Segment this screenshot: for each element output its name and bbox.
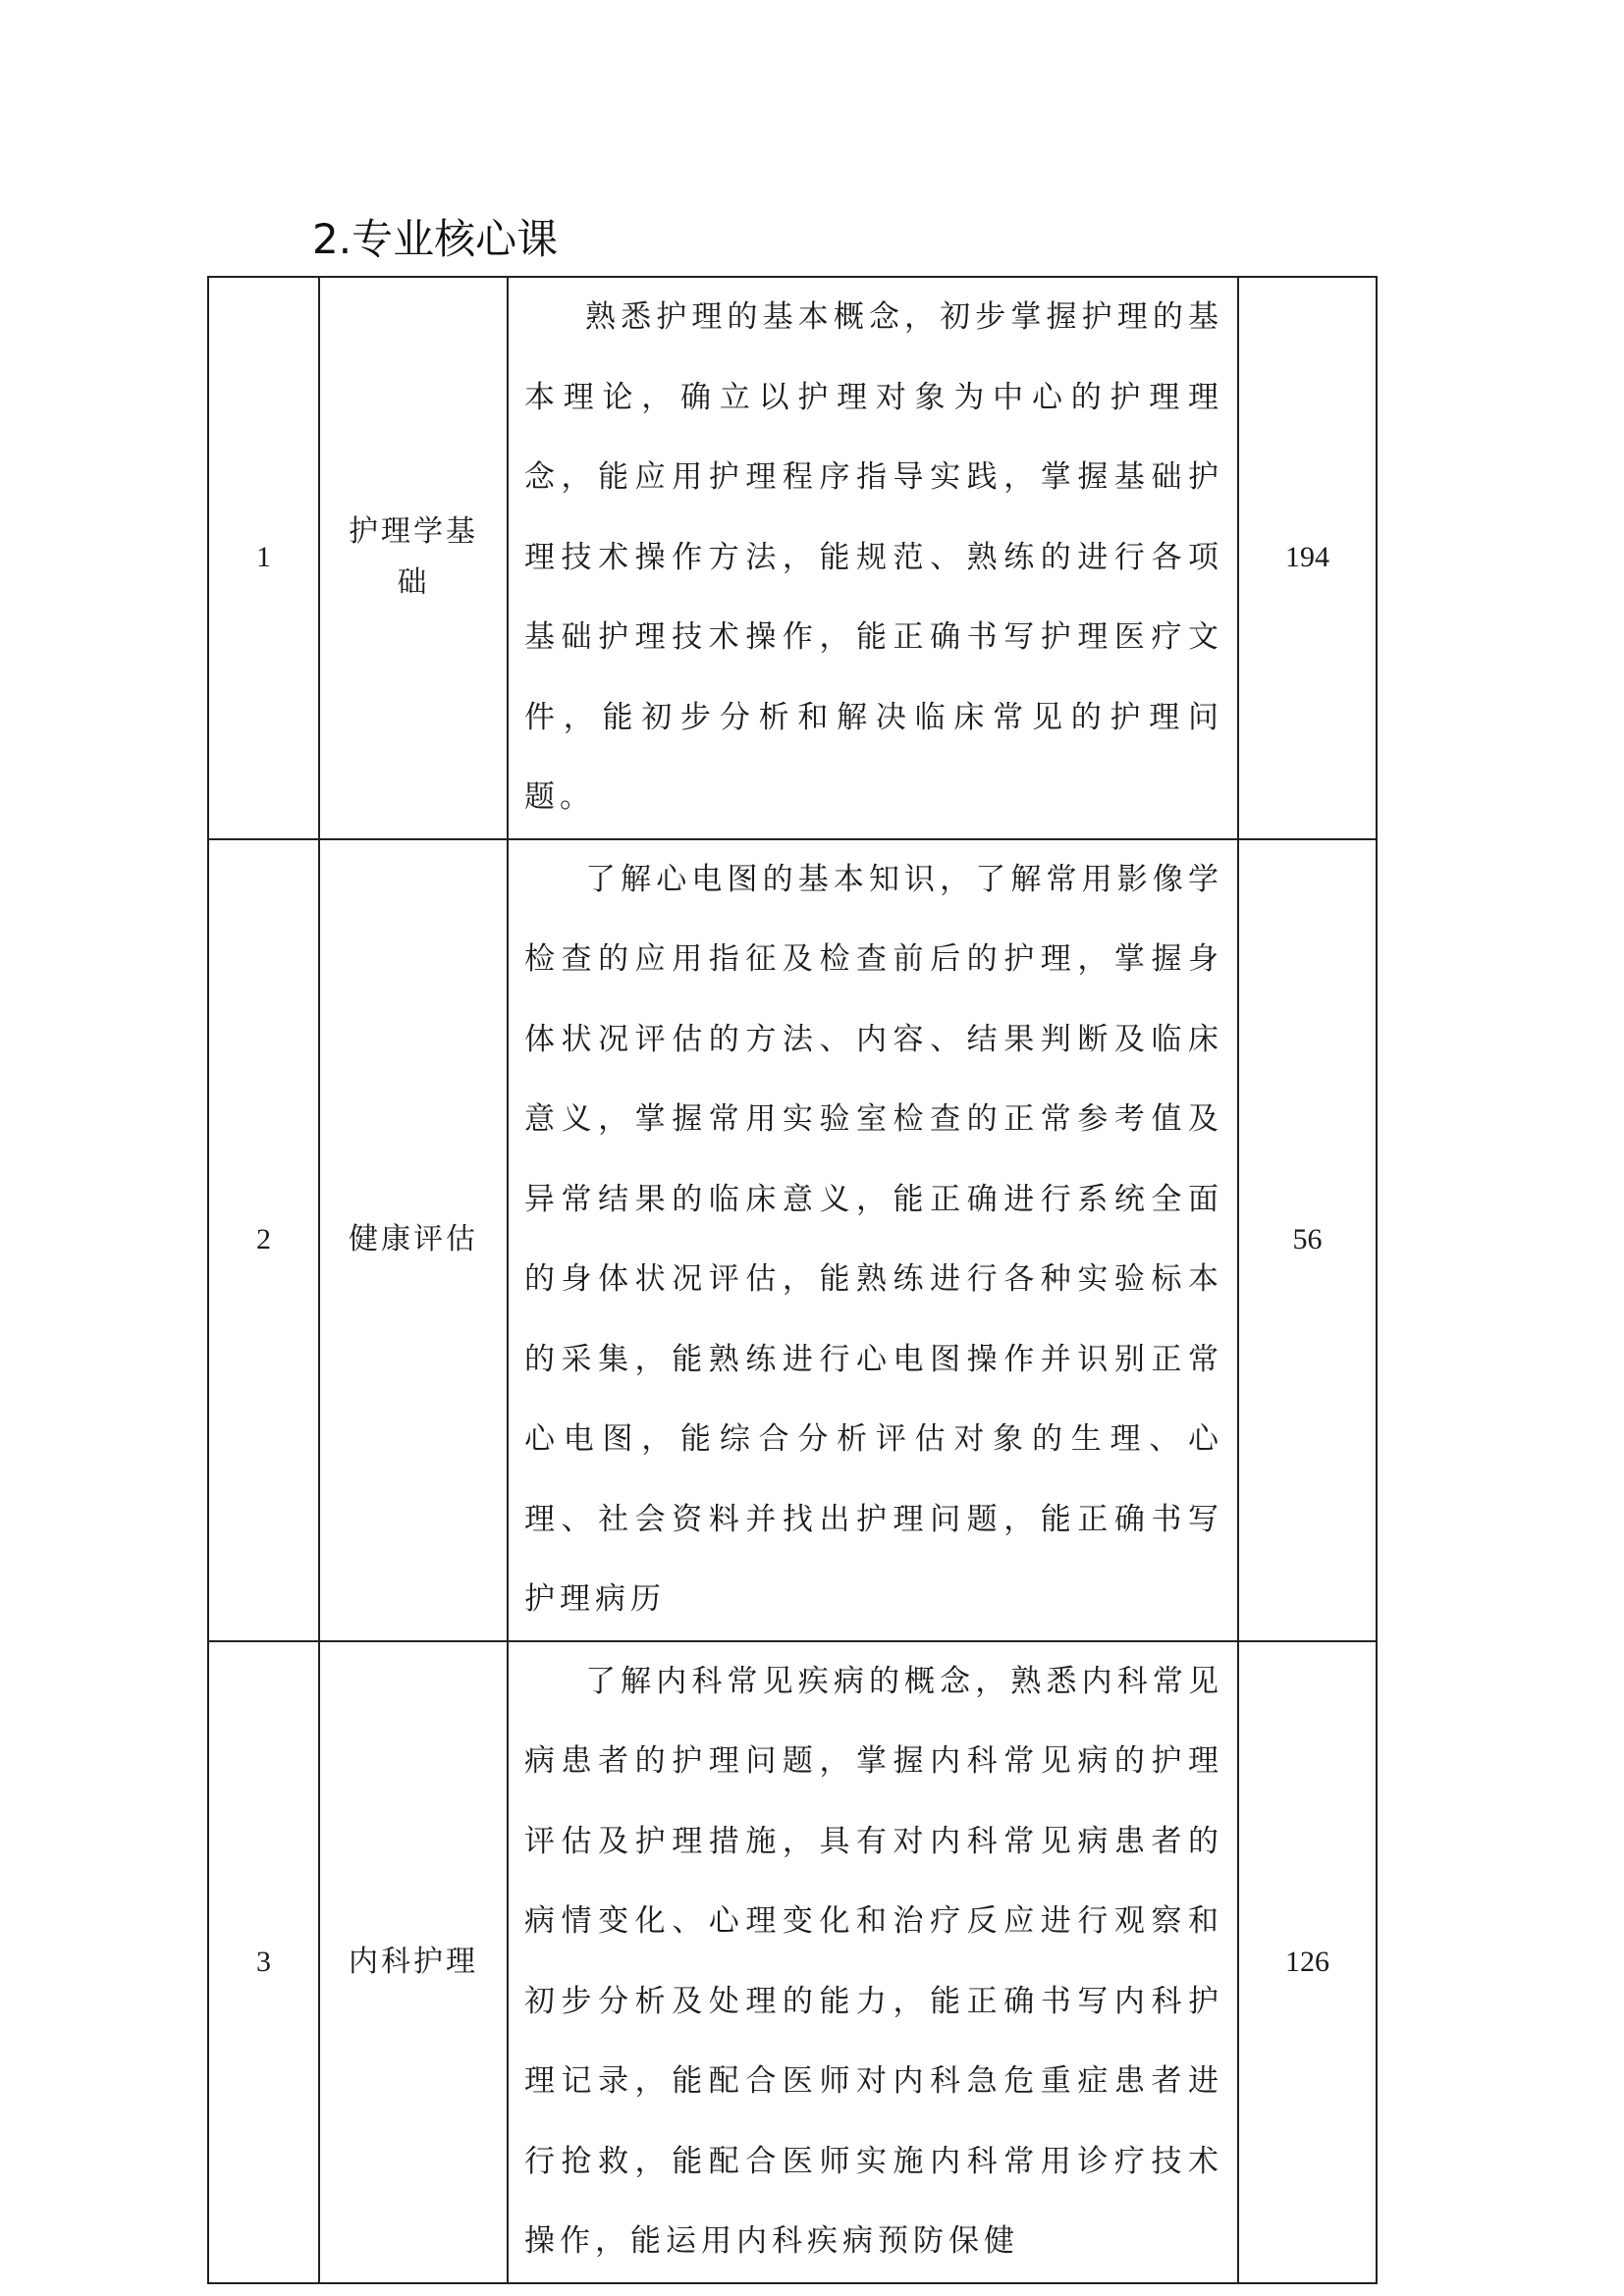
section-title: 2.专业核心课 — [312, 215, 559, 263]
course-hours: 56 — [1238, 839, 1377, 1641]
course-name: 护理学基础 — [319, 277, 508, 839]
course-description: 了解内科常见疾病的概念，熟悉内科常见病患者的护理问题，掌握内科常见病的护理评估及护理措施，具有对内科常见病患者的病情变化、心理变化和治疗反应进行观察和初步分析及处理的能力，能正确书写内科护理记录，能配合医师对内科急危重症患者进行抢救，能配合医师实施内科常用诊疗技术操作，能运用内科疾病预防保健 — [508, 1641, 1238, 2283]
table-row — [208, 1641, 1377, 2283]
course-hours: 194 — [1238, 277, 1377, 839]
course-description: 熟悉护理的基本概念，初步掌握护理的基本理论，确立以护理对象为中心的护理理念，能应用护理程序指导实践，掌握基础护理技术操作方法，能规范、熟练的进行各项基础护理技术操作，能正确书写护理医疗文件，能初步分析和解决临床常见的护理问题。 — [508, 277, 1238, 839]
course-hours: 126 — [1238, 1641, 1377, 2283]
course-description: 了解心电图的基本知识，了解常用影像学检查的应用指征及检查前后的护理，掌握身体状况评估的方法、内容、结果判断及临床意义，掌握常用实验室检查的正常参考值及异常结果的临床意义，能正确进行系统全面的身体状况评估，能熟练进行各种实验标本的采集，能熟练进行心电图操作并识别正常心电图，能综合分析评估对象的生理、心理、社会资料并找出护理问题，能正确书写护理病历 — [508, 839, 1238, 1641]
course-name: 内科护理 — [319, 1641, 508, 2283]
course-number: 2 — [208, 839, 319, 1641]
core-course-table — [207, 276, 1378, 2284]
table-row — [208, 839, 1377, 1641]
course-name: 健康评估 — [319, 839, 508, 1641]
table-row — [208, 277, 1377, 839]
course-number: 1 — [208, 277, 319, 839]
course-number: 3 — [208, 1641, 319, 2283]
